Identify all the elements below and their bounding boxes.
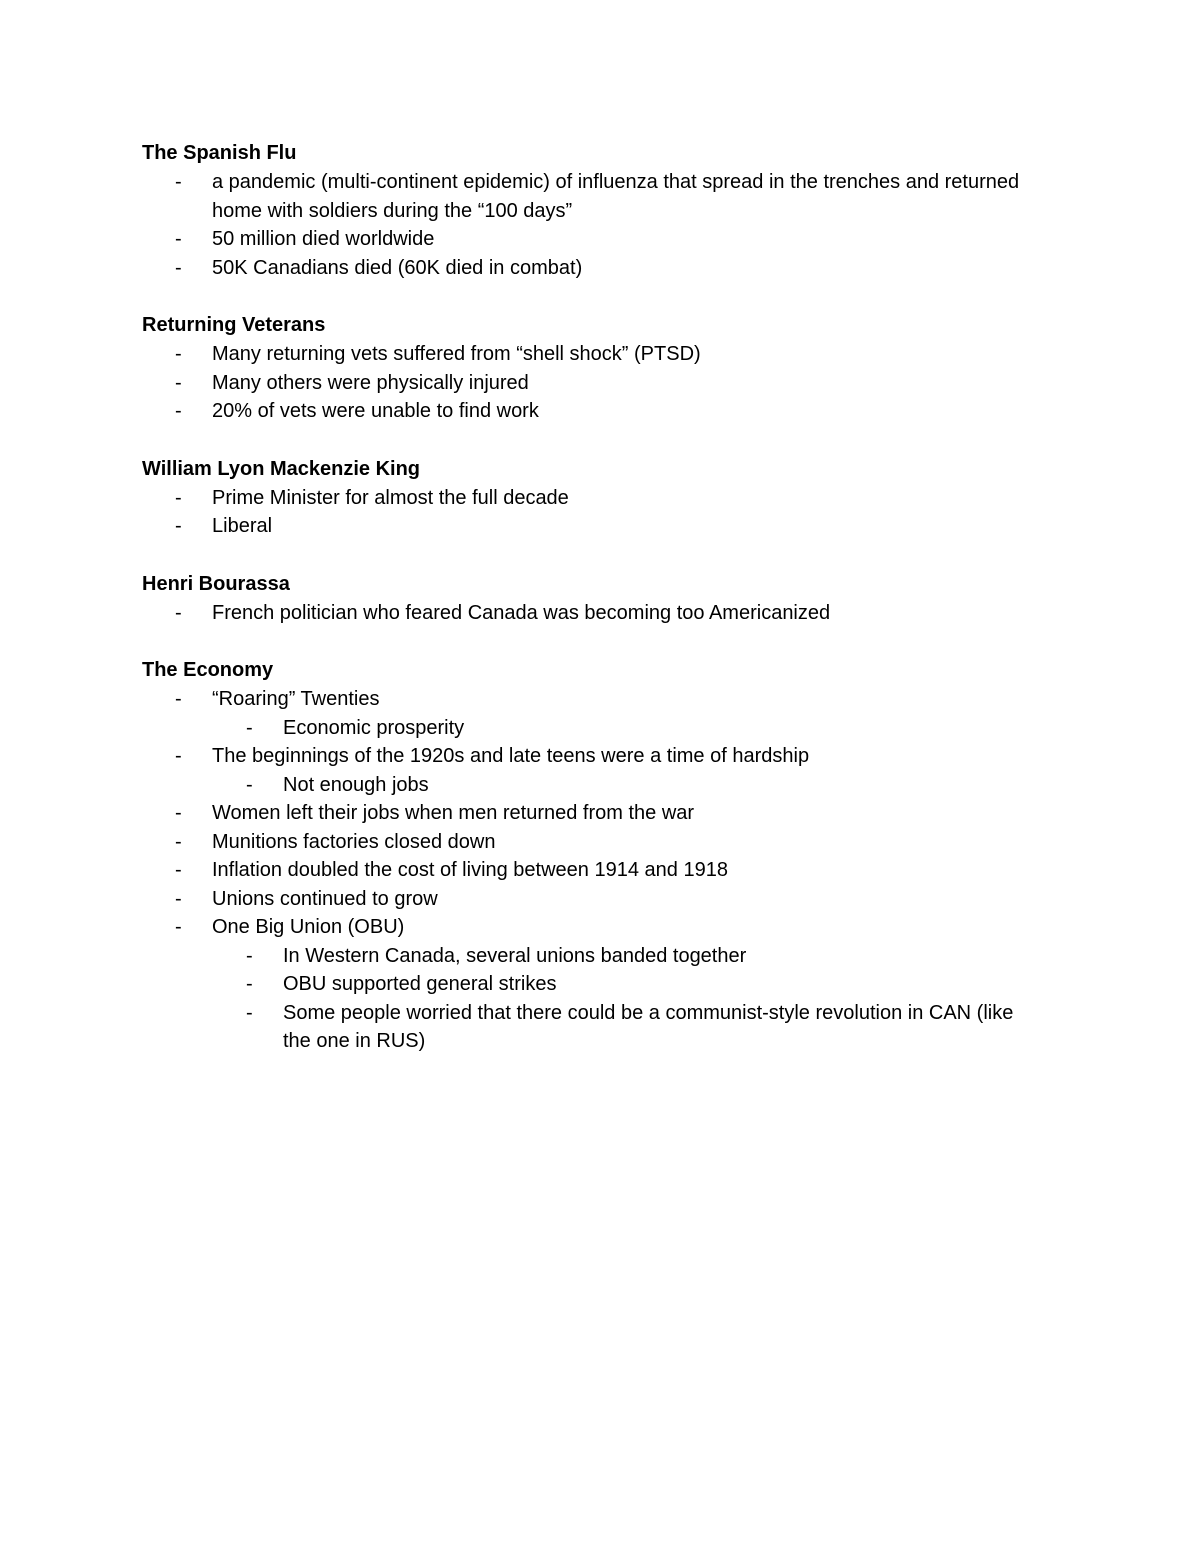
list-item-text: In Western Canada, several unions banded together (283, 944, 747, 967)
bullet-dash: - (175, 601, 182, 624)
section-heading: Henri Bourassa (142, 572, 290, 595)
list-item-text: Unions continued to grow (212, 887, 438, 910)
bullet-dash: - (175, 486, 182, 509)
list-item (142, 856, 1042, 885)
bullet-dash: - (175, 830, 182, 853)
bullet-dash: - (246, 973, 253, 995)
bullet-dash: - (175, 688, 182, 710)
sub-list-item (142, 942, 1042, 971)
list-item (142, 397, 1042, 426)
list-item (142, 828, 1042, 857)
bullet-dash: - (175, 400, 182, 422)
list-item (142, 599, 1042, 628)
list-item-text: One Big Union (OBU) (212, 916, 405, 938)
list-item-text: “Roaring” Twenties (212, 688, 380, 710)
list-item (142, 799, 1042, 828)
section-heading: The Spanish Flu (142, 142, 297, 164)
bullet-dash: - (175, 802, 182, 824)
section-henri-bourassa (142, 569, 1042, 628)
list-item (142, 484, 1042, 513)
bullet-dash: - (175, 916, 182, 938)
sub-list-item (142, 999, 1042, 1056)
bullet-dash: - (175, 171, 182, 193)
bullet-dash: - (246, 773, 253, 796)
bullet-dash: - (175, 256, 182, 279)
list-item-text: Prime Minister for almost the full decade (212, 486, 569, 509)
section-heading: William Lyon Mackenzie King (142, 457, 421, 480)
bullet-dash: - (175, 343, 182, 365)
bullet-dash: - (246, 944, 253, 967)
list-item (142, 742, 1042, 771)
bullet-dash: - (175, 228, 182, 250)
bullet-dash: - (175, 371, 182, 394)
list-item-text: The beginnings of the 1920s and late teens were a time of hardship (212, 745, 810, 767)
sub-list-item (142, 714, 1042, 743)
bullet-list (142, 340, 1042, 426)
bullet-dash: - (175, 859, 182, 881)
sub-list-item (142, 771, 1042, 800)
list-item-text: Many others were physically injured (212, 371, 529, 394)
bullet-list (142, 599, 1042, 628)
list-item-text: Inflation doubled the cost of living between 1914 and 1918 (212, 859, 728, 881)
list-item-text: Many returning vets suffered from “shell shock” (PTSD) (212, 343, 701, 365)
list-item (142, 685, 1042, 714)
section-heading: The Economy (142, 659, 274, 681)
document-page (142, 138, 1042, 1084)
list-item-text: OBU supported general strikes (283, 973, 557, 995)
bullet-dash: - (175, 745, 182, 767)
list-item (142, 225, 1042, 254)
bullet-list (142, 168, 1042, 282)
bullet-dash: - (246, 716, 253, 739)
section-returning-veterans (142, 310, 1042, 426)
bullet-dash: - (246, 1001, 253, 1024)
list-item-text: a pandemic (multi-continent epidemic) of influenza that spread in the trenches and returned home with soldiers during the “100 days” (212, 171, 1020, 222)
section-mackenzie-king (142, 454, 1042, 541)
list-item (142, 369, 1042, 398)
list-item-text: Munitions factories closed down (212, 830, 496, 853)
bullet-list (142, 484, 1042, 541)
list-item-text: Economic prosperity (283, 716, 465, 739)
list-item-text: French politician who feared Canada was becoming too Americanized (212, 601, 831, 624)
section-spanish-flu (142, 138, 1042, 282)
bullet-dash: - (175, 515, 182, 537)
list-item-text: 20% of vets were unable to find work (212, 400, 539, 422)
list-item-text: Not enough jobs (283, 773, 429, 796)
section-heading: Returning Veterans (142, 314, 326, 336)
list-item-text: Liberal (212, 515, 273, 537)
list-item-text: 50K Canadians died (60K died in combat) (212, 256, 583, 279)
list-item (142, 913, 1042, 942)
list-item (142, 512, 1042, 541)
bullet-dash: - (175, 887, 182, 910)
list-item (142, 254, 1042, 283)
list-item-text: Some people worried that there could be a communist-style revolution in CAN (like the one in RUS) (283, 1001, 1014, 1052)
list-item-text: Women left their jobs when men returned from the war (212, 802, 695, 824)
list-item (142, 885, 1042, 914)
list-item-text: 50 million died worldwide (212, 228, 435, 250)
list-item (142, 168, 1042, 225)
section-economy (142, 655, 1042, 1056)
sub-list-item (142, 970, 1042, 999)
list-item (142, 340, 1042, 369)
bullet-list (142, 685, 1042, 1056)
